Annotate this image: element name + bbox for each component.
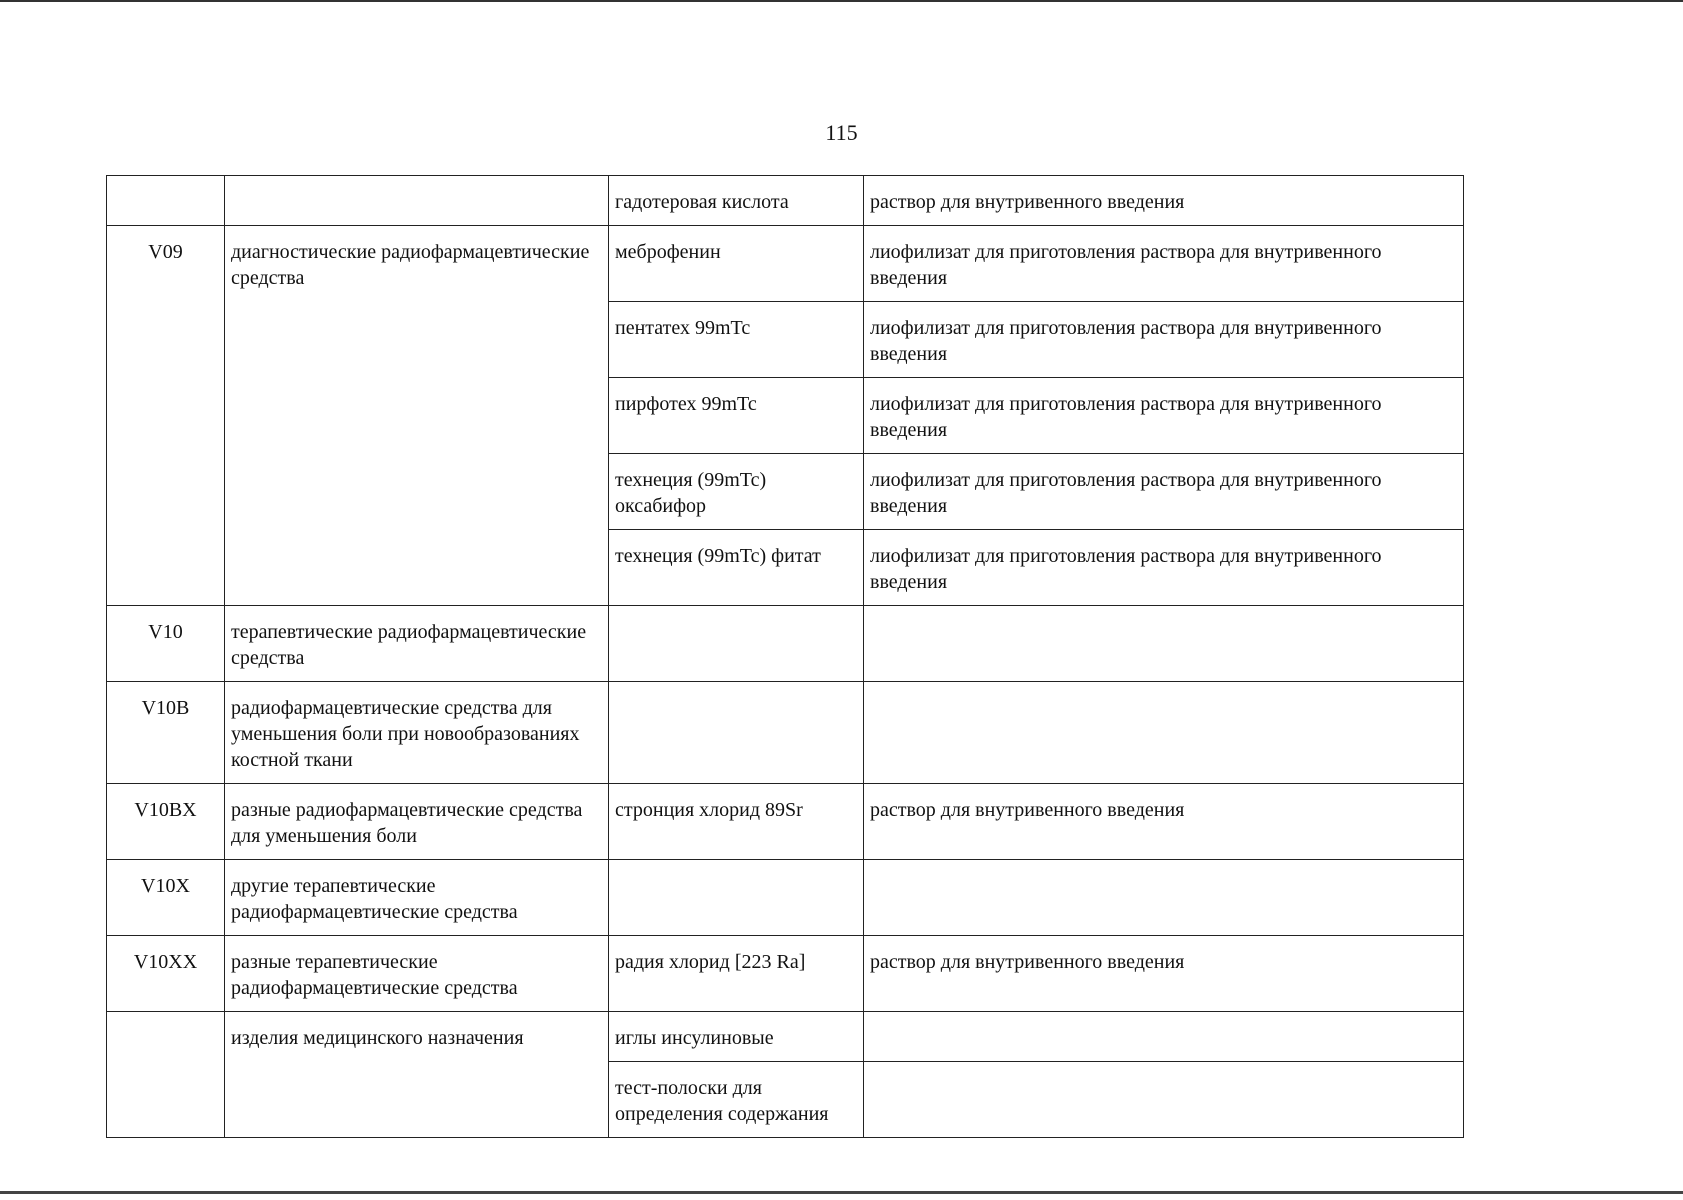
atc-code-cell — [107, 176, 225, 226]
group-cell: терапевтические радиофармацевтические средства — [225, 606, 609, 682]
group-cell: разные радиофармацевтические средства для уменьшения боли — [225, 784, 609, 860]
group-cell: изделия медицинского назначения — [225, 1012, 609, 1138]
drug-cell: пентатех 99mTc — [609, 302, 864, 378]
dosage-form-cell: раствор для внутривенного введения — [864, 936, 1464, 1012]
atc-code-cell: V10BX — [107, 784, 225, 860]
atc-code-cell: V10XX — [107, 936, 225, 1012]
group-cell: диагностические радиофармацевтические средства — [225, 226, 609, 606]
drug-table — [106, 175, 1464, 1138]
group-cell: разные терапевтические радиофармацевтические средства — [225, 936, 609, 1012]
drug-cell: меброфенин — [609, 226, 864, 302]
drug-cell: пирфотех 99mTc — [609, 378, 864, 454]
dosage-form-cell — [864, 606, 1464, 682]
atc-code-cell: V10B — [107, 682, 225, 784]
group-cell: другие терапевтические радиофармацевтические средства — [225, 860, 609, 936]
group-cell: радиофармацевтические средства для уменьшения боли при новообразованиях костной ткани — [225, 682, 609, 784]
drug-cell: технеция (99mTc) оксабифор — [609, 454, 864, 530]
dosage-form-cell: раствор для внутривенного введения — [864, 784, 1464, 860]
dosage-form-cell — [864, 1012, 1464, 1062]
dosage-form-cell — [864, 1062, 1464, 1138]
table-row — [107, 1012, 1464, 1062]
drug-cell — [609, 860, 864, 936]
drug-cell: тест-полоски для определения содержания — [609, 1062, 864, 1138]
dosage-form-cell: лиофилизат для приготовления раствора для внутривенного введения — [864, 454, 1464, 530]
atc-code-cell — [107, 1012, 225, 1138]
scan-top-edge — [0, 0, 1683, 2]
table-row — [107, 606, 1464, 682]
dosage-form-cell: лиофилизат для приготовления раствора для внутривенного введения — [864, 378, 1464, 454]
drug-cell: стронция хлорид 89Sr — [609, 784, 864, 860]
table-row — [107, 682, 1464, 784]
page-number: 115 — [825, 120, 858, 145]
drug-cell: технеция (99mTc) фитат — [609, 530, 864, 606]
table-row — [107, 176, 1464, 226]
table-row — [107, 860, 1464, 936]
drug-cell — [609, 682, 864, 784]
dosage-form-cell — [864, 860, 1464, 936]
dosage-form-cell: лиофилизат для приготовления раствора для внутривенного введения — [864, 302, 1464, 378]
dosage-form-cell — [864, 682, 1464, 784]
table-row — [107, 784, 1464, 860]
atc-code-cell: V09 — [107, 226, 225, 606]
drug-cell — [609, 606, 864, 682]
group-cell — [225, 176, 609, 226]
drug-cell: гадотеровая кислота — [609, 176, 864, 226]
table-row — [107, 936, 1464, 1012]
dosage-form-cell: лиофилизат для приготовления раствора для внутривенного введения — [864, 530, 1464, 606]
dosage-form-cell: раствор для внутривенного введения — [864, 176, 1464, 226]
drug-cell: радия хлорид [223 Ra] — [609, 936, 864, 1012]
dosage-form-cell: лиофилизат для приготовления раствора для внутривенного введения — [864, 226, 1464, 302]
drug-cell: иглы инсулиновые — [609, 1012, 864, 1062]
table-row — [107, 226, 1464, 302]
scan-bottom-edge — [0, 1191, 1683, 1194]
atc-code-cell: V10X — [107, 860, 225, 936]
atc-code-cell: V10 — [107, 606, 225, 682]
